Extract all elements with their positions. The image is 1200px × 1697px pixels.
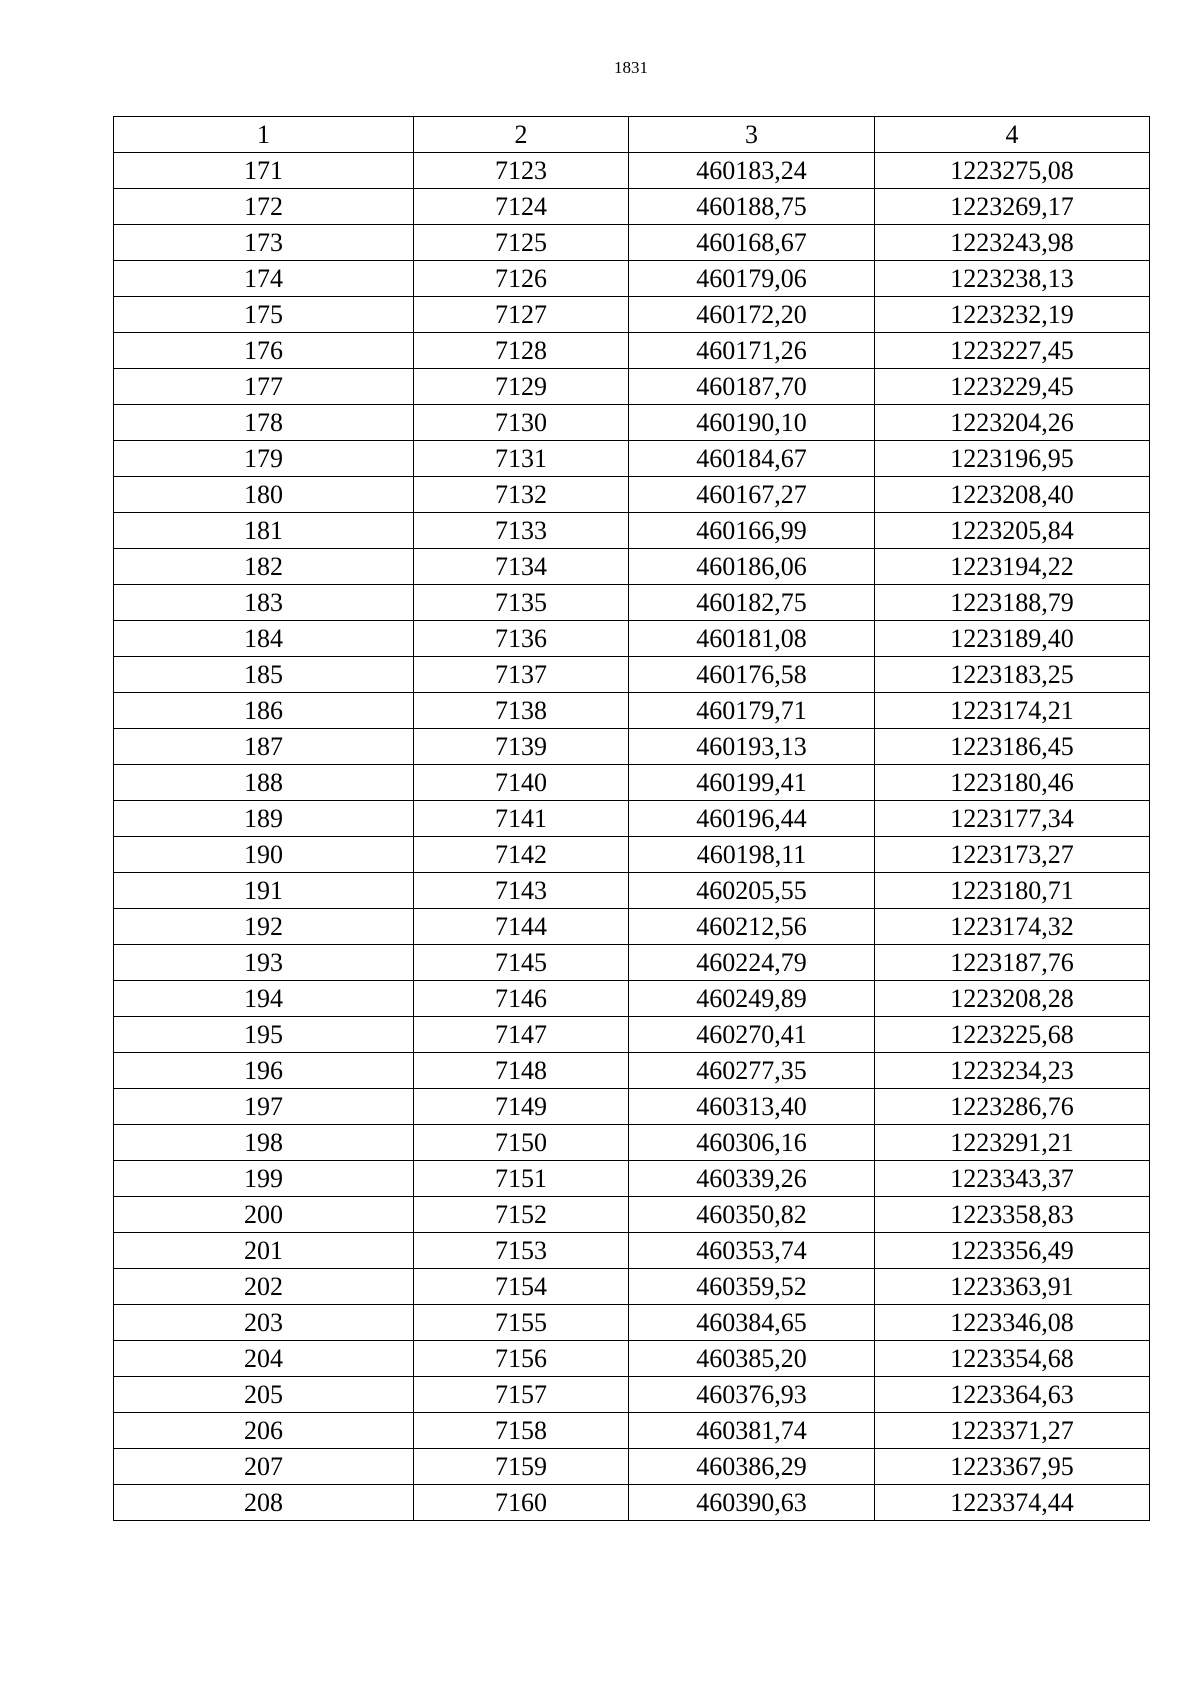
table-row: [114, 297, 1150, 333]
station-number-cell: 7123: [414, 153, 629, 189]
x-coordinate-cell: 460212,56: [629, 909, 875, 945]
table-row: [114, 1305, 1150, 1341]
x-coordinate-cell: 460249,89: [629, 981, 875, 1017]
x-coordinate-cell: 460306,16: [629, 1125, 875, 1161]
point-number-cell: 200: [114, 1197, 414, 1233]
station-number-cell: 7140: [414, 765, 629, 801]
x-coordinate-cell: 460277,35: [629, 1053, 875, 1089]
point-number-cell: 172: [114, 189, 414, 225]
y-coordinate-cell: 1223186,45: [875, 729, 1150, 765]
x-coordinate-cell: 460390,63: [629, 1485, 875, 1521]
station-number-cell: 7156: [414, 1341, 629, 1377]
point-number-cell: 193: [114, 945, 414, 981]
y-coordinate-cell: 1223291,21: [875, 1125, 1150, 1161]
station-number-cell: 7129: [414, 369, 629, 405]
station-number-cell: 7153: [414, 1233, 629, 1269]
y-coordinate-cell: 1223269,17: [875, 189, 1150, 225]
x-coordinate-cell: 460186,06: [629, 549, 875, 585]
table-row: [114, 261, 1150, 297]
point-number-cell: 174: [114, 261, 414, 297]
y-coordinate-cell: 1223188,79: [875, 585, 1150, 621]
x-coordinate-cell: 460198,11: [629, 837, 875, 873]
table-row: [114, 1089, 1150, 1125]
station-number-cell: 7150: [414, 1125, 629, 1161]
station-number-cell: 7131: [414, 441, 629, 477]
station-number-cell: 7135: [414, 585, 629, 621]
table-row: [114, 153, 1150, 189]
table-body: [114, 117, 1150, 1521]
table-row: [114, 1485, 1150, 1521]
point-number-cell: 198: [114, 1125, 414, 1161]
station-number-cell: 7141: [414, 801, 629, 837]
table-row: [114, 189, 1150, 225]
y-coordinate-cell: 1223187,76: [875, 945, 1150, 981]
point-number-cell: 199: [114, 1161, 414, 1197]
table-row: [114, 765, 1150, 801]
station-number-cell: 7157: [414, 1377, 629, 1413]
x-coordinate-cell: 460179,71: [629, 693, 875, 729]
station-number-cell: 7133: [414, 513, 629, 549]
table-row: [114, 405, 1150, 441]
point-number-cell: 181: [114, 513, 414, 549]
point-number-cell: 208: [114, 1485, 414, 1521]
x-coordinate-cell: 460339,26: [629, 1161, 875, 1197]
table-row: [114, 441, 1150, 477]
point-number-cell: 195: [114, 1017, 414, 1053]
y-coordinate-cell: 1223196,95: [875, 441, 1150, 477]
point-number-cell: 202: [114, 1269, 414, 1305]
table-row: [114, 513, 1150, 549]
point-number-cell: 177: [114, 369, 414, 405]
table-row: [114, 873, 1150, 909]
table-row: [114, 1125, 1150, 1161]
station-number-cell: 7124: [414, 189, 629, 225]
station-number-cell: 7137: [414, 657, 629, 693]
y-coordinate-cell: 1223173,27: [875, 837, 1150, 873]
table-row: [114, 945, 1150, 981]
table-row: [114, 1269, 1150, 1305]
y-coordinate-cell: 1223343,37: [875, 1161, 1150, 1197]
x-coordinate-cell: 460381,74: [629, 1413, 875, 1449]
page-number: 1831: [614, 58, 648, 77]
table-row: [114, 1197, 1150, 1233]
header-cell-2: 2: [414, 117, 629, 153]
point-number-cell: 185: [114, 657, 414, 693]
y-coordinate-cell: 1223354,68: [875, 1341, 1150, 1377]
table-row: [114, 1377, 1150, 1413]
table-row: [114, 1449, 1150, 1485]
station-number-cell: 7139: [414, 729, 629, 765]
x-coordinate-cell: 460166,99: [629, 513, 875, 549]
station-number-cell: 7148: [414, 1053, 629, 1089]
station-number-cell: 7127: [414, 297, 629, 333]
header-cell-3: 3: [629, 117, 875, 153]
y-coordinate-cell: 1223225,68: [875, 1017, 1150, 1053]
y-coordinate-cell: 1223243,98: [875, 225, 1150, 261]
table-row: [114, 549, 1150, 585]
y-coordinate-cell: 1223356,49: [875, 1233, 1150, 1269]
point-number-cell: 182: [114, 549, 414, 585]
x-coordinate-cell: 460182,75: [629, 585, 875, 621]
x-coordinate-cell: 460168,67: [629, 225, 875, 261]
point-number-cell: 187: [114, 729, 414, 765]
x-coordinate-cell: 460353,74: [629, 1233, 875, 1269]
station-number-cell: 7158: [414, 1413, 629, 1449]
table-row: [114, 729, 1150, 765]
station-number-cell: 7128: [414, 333, 629, 369]
table-row: [114, 801, 1150, 837]
station-number-cell: 7155: [414, 1305, 629, 1341]
table-row: [114, 1341, 1150, 1377]
point-number-cell: 194: [114, 981, 414, 1017]
point-number-cell: 197: [114, 1089, 414, 1125]
y-coordinate-cell: 1223180,46: [875, 765, 1150, 801]
x-coordinate-cell: 460176,58: [629, 657, 875, 693]
coordinates-table: [113, 116, 1150, 1521]
point-number-cell: 171: [114, 153, 414, 189]
table-header-row: [114, 117, 1150, 153]
table-row: [114, 981, 1150, 1017]
point-number-cell: 180: [114, 477, 414, 513]
point-number-cell: 196: [114, 1053, 414, 1089]
y-coordinate-cell: 1223275,08: [875, 153, 1150, 189]
point-number-cell: 189: [114, 801, 414, 837]
x-coordinate-cell: 460188,75: [629, 189, 875, 225]
point-number-cell: 190: [114, 837, 414, 873]
x-coordinate-cell: 460172,20: [629, 297, 875, 333]
point-number-cell: 183: [114, 585, 414, 621]
table-row: [114, 477, 1150, 513]
station-number-cell: 7160: [414, 1485, 629, 1521]
station-number-cell: 7138: [414, 693, 629, 729]
table-row: [114, 369, 1150, 405]
station-number-cell: 7134: [414, 549, 629, 585]
station-number-cell: 7152: [414, 1197, 629, 1233]
point-number-cell: 204: [114, 1341, 414, 1377]
station-number-cell: 7145: [414, 945, 629, 981]
y-coordinate-cell: 1223227,45: [875, 333, 1150, 369]
x-coordinate-cell: 460199,41: [629, 765, 875, 801]
table-row: [114, 225, 1150, 261]
table-row: [114, 837, 1150, 873]
y-coordinate-cell: 1223232,19: [875, 297, 1150, 333]
station-number-cell: 7136: [414, 621, 629, 657]
y-coordinate-cell: 1223364,63: [875, 1377, 1150, 1413]
x-coordinate-cell: 460313,40: [629, 1089, 875, 1125]
y-coordinate-cell: 1223189,40: [875, 621, 1150, 657]
x-coordinate-cell: 460167,27: [629, 477, 875, 513]
point-number-cell: 188: [114, 765, 414, 801]
y-coordinate-cell: 1223286,76: [875, 1089, 1150, 1125]
x-coordinate-cell: 460179,06: [629, 261, 875, 297]
x-coordinate-cell: 460385,20: [629, 1341, 875, 1377]
table-row: [114, 1413, 1150, 1449]
y-coordinate-cell: 1223367,95: [875, 1449, 1150, 1485]
x-coordinate-cell: 460384,65: [629, 1305, 875, 1341]
table-row: [114, 657, 1150, 693]
y-coordinate-cell: 1223194,22: [875, 549, 1150, 585]
table-row: [114, 333, 1150, 369]
station-number-cell: 7146: [414, 981, 629, 1017]
x-coordinate-cell: 460181,08: [629, 621, 875, 657]
y-coordinate-cell: 1223363,91: [875, 1269, 1150, 1305]
y-coordinate-cell: 1223208,28: [875, 981, 1150, 1017]
x-coordinate-cell: 460270,41: [629, 1017, 875, 1053]
x-coordinate-cell: 460205,55: [629, 873, 875, 909]
x-coordinate-cell: 460190,10: [629, 405, 875, 441]
station-number-cell: 7149: [414, 1089, 629, 1125]
table-row: [114, 621, 1150, 657]
table-row: [114, 1233, 1150, 1269]
station-number-cell: 7154: [414, 1269, 629, 1305]
point-number-cell: 203: [114, 1305, 414, 1341]
y-coordinate-cell: 1223177,34: [875, 801, 1150, 837]
station-number-cell: 7147: [414, 1017, 629, 1053]
station-number-cell: 7142: [414, 837, 629, 873]
y-coordinate-cell: 1223183,25: [875, 657, 1150, 693]
point-number-cell: 176: [114, 333, 414, 369]
x-coordinate-cell: 460196,44: [629, 801, 875, 837]
point-number-cell: 207: [114, 1449, 414, 1485]
y-coordinate-cell: 1223174,32: [875, 909, 1150, 945]
table-row: [114, 693, 1150, 729]
header-cell-1: 1: [114, 117, 414, 153]
point-number-cell: 192: [114, 909, 414, 945]
x-coordinate-cell: 460193,13: [629, 729, 875, 765]
y-coordinate-cell: 1223180,71: [875, 873, 1150, 909]
x-coordinate-cell: 460184,67: [629, 441, 875, 477]
point-number-cell: 173: [114, 225, 414, 261]
station-number-cell: 7151: [414, 1161, 629, 1197]
point-number-cell: 184: [114, 621, 414, 657]
x-coordinate-cell: 460224,79: [629, 945, 875, 981]
point-number-cell: 186: [114, 693, 414, 729]
station-number-cell: 7143: [414, 873, 629, 909]
y-coordinate-cell: 1223346,08: [875, 1305, 1150, 1341]
point-number-cell: 201: [114, 1233, 414, 1269]
y-coordinate-cell: 1223204,26: [875, 405, 1150, 441]
x-coordinate-cell: 460187,70: [629, 369, 875, 405]
table-row: [114, 1053, 1150, 1089]
point-number-cell: 191: [114, 873, 414, 909]
table-row: [114, 1161, 1150, 1197]
y-coordinate-cell: 1223229,45: [875, 369, 1150, 405]
table-row: [114, 1017, 1150, 1053]
station-number-cell: 7125: [414, 225, 629, 261]
x-coordinate-cell: 460386,29: [629, 1449, 875, 1485]
y-coordinate-cell: 1223371,27: [875, 1413, 1150, 1449]
station-number-cell: 7126: [414, 261, 629, 297]
y-coordinate-cell: 1223208,40: [875, 477, 1150, 513]
station-number-cell: 7132: [414, 477, 629, 513]
table-row: [114, 909, 1150, 945]
point-number-cell: 175: [114, 297, 414, 333]
y-coordinate-cell: 1223174,21: [875, 693, 1150, 729]
point-number-cell: 179: [114, 441, 414, 477]
y-coordinate-cell: 1223358,83: [875, 1197, 1150, 1233]
y-coordinate-cell: 1223238,13: [875, 261, 1150, 297]
x-coordinate-cell: 460350,82: [629, 1197, 875, 1233]
x-coordinate-cell: 460376,93: [629, 1377, 875, 1413]
point-number-cell: 178: [114, 405, 414, 441]
table-row: [114, 585, 1150, 621]
header-cell-4: 4: [875, 117, 1150, 153]
x-coordinate-cell: 460359,52: [629, 1269, 875, 1305]
x-coordinate-cell: 460171,26: [629, 333, 875, 369]
point-number-cell: 206: [114, 1413, 414, 1449]
station-number-cell: 7159: [414, 1449, 629, 1485]
point-number-cell: 205: [114, 1377, 414, 1413]
station-number-cell: 7144: [414, 909, 629, 945]
y-coordinate-cell: 1223234,23: [875, 1053, 1150, 1089]
x-coordinate-cell: 460183,24: [629, 153, 875, 189]
y-coordinate-cell: 1223205,84: [875, 513, 1150, 549]
station-number-cell: 7130: [414, 405, 629, 441]
y-coordinate-cell: 1223374,44: [875, 1485, 1150, 1521]
